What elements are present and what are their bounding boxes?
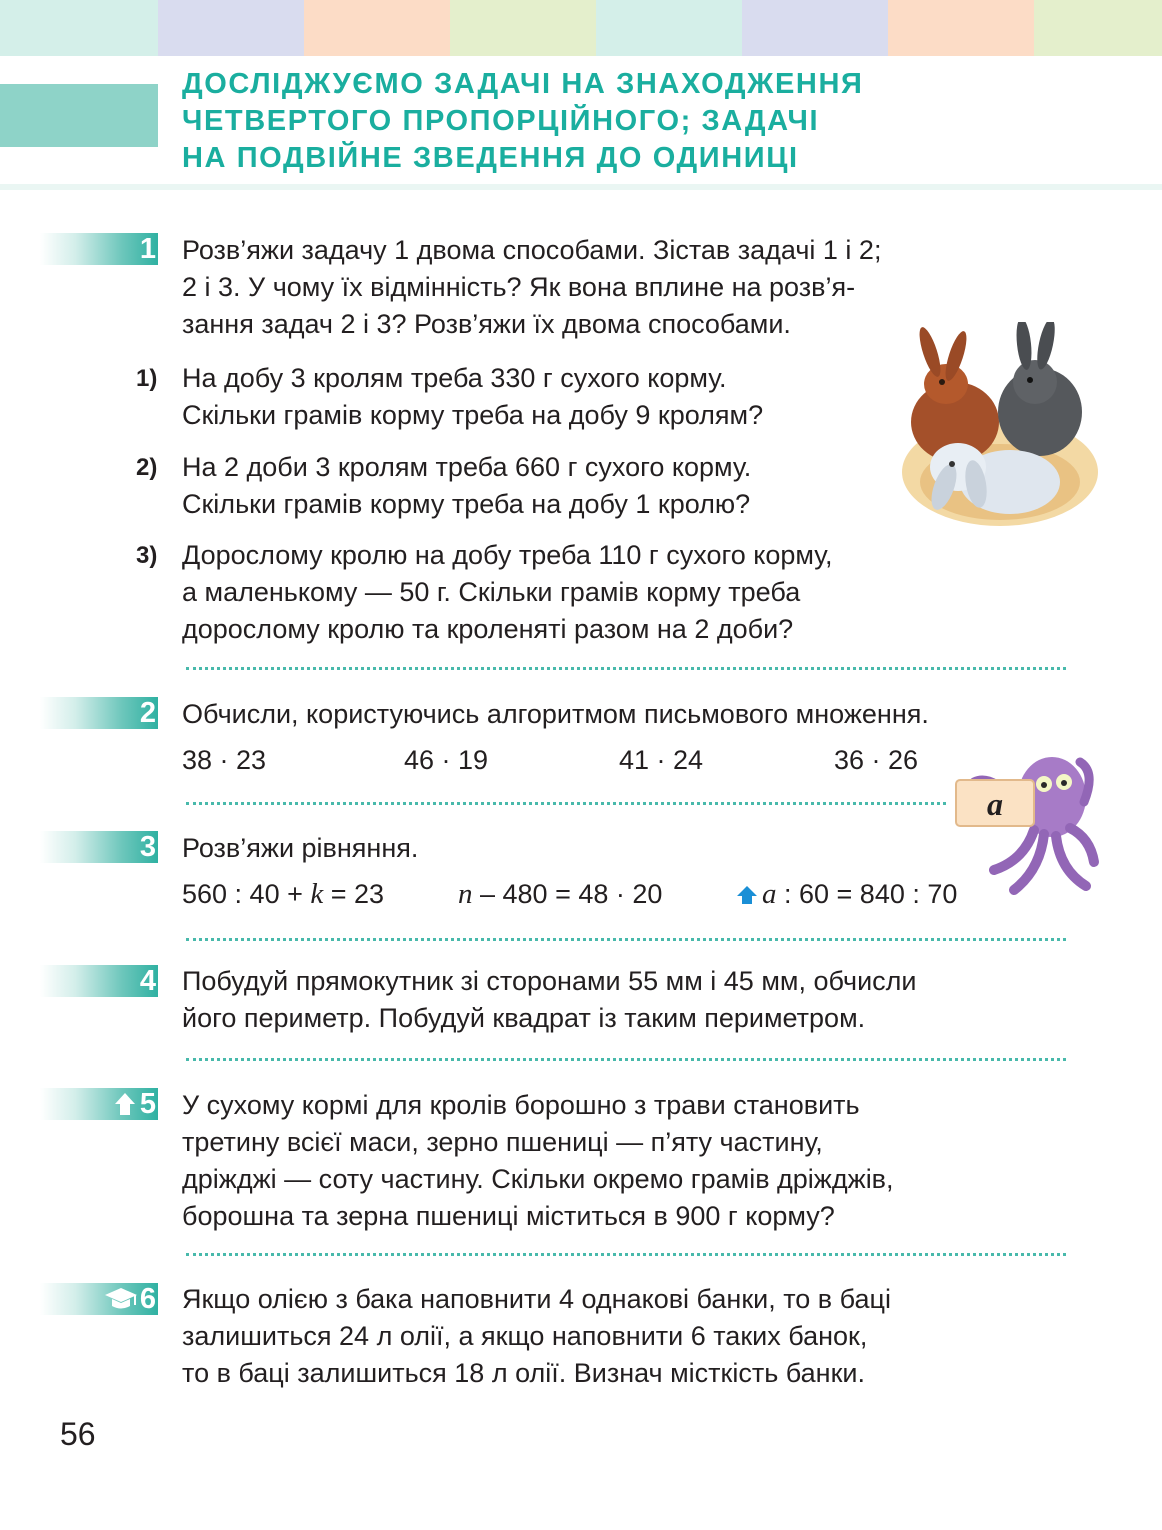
equations-row [182, 877, 982, 911]
task-number-2 [40, 697, 158, 729]
answer-line [186, 1253, 1066, 1256]
text-line: 2 і 3. У чому їх відмінність? Як вона вплине на розв’я- [182, 272, 856, 302]
task-5-text [182, 1087, 1004, 1235]
text-line: Якщо олією з бака наповнити 4 однакові банки, то в баці [182, 1284, 891, 1314]
page-title [182, 66, 863, 177]
text-line: дорослому кролю та кроленяті разом на 2 доби? [182, 614, 794, 644]
subtask-3-text [182, 537, 986, 648]
card-letter: a [987, 786, 1003, 822]
task-number-label: 2 [139, 697, 156, 729]
task-number-5 [40, 1088, 158, 1120]
task-number-label: 6 [139, 1283, 156, 1315]
task-6-text [182, 1281, 1028, 1392]
subtask-1-text [182, 360, 872, 434]
graduation-cap-icon [104, 1286, 138, 1312]
task-number-label: 1 [139, 233, 156, 265]
text-line: Розв’яжи задачу 1 двома способами. Зістав задачі 1 і 2; [182, 235, 882, 265]
task-4-text [182, 963, 1058, 1037]
text-line: зання задач 2 і 3? Розв’яжи їх двома способами. [182, 309, 791, 339]
text-line: Дорослому кролю на добу треба 110 г сухого корму, [182, 540, 833, 570]
title-line: ДОСЛІДЖУЄМО ЗАДАЧІ НА ЗНАХОДЖЕННЯ [182, 68, 864, 100]
house-icon [736, 885, 758, 905]
task-number-3 [40, 831, 158, 863]
header-stripe [304, 0, 450, 56]
title-line: ЧЕТВЕРТОГО ПРОПОРЦІЙНОГО; ЗАДАЧІ [182, 105, 820, 137]
answer-line [186, 802, 946, 805]
subtask-label: 2) [136, 454, 158, 481]
title-line: НА ПОДВІЙНЕ ЗВЕДЕННЯ ДО ОДИНИЦІ [182, 142, 799, 174]
expression: 38 · 23 [182, 745, 267, 775]
task-number-label: 3 [139, 831, 156, 863]
text-line: борошна та зерна пшениці міститься в 900 г корму? [182, 1201, 835, 1231]
text-line: Скільки грамів корму треба на добу 1 кролю? [182, 489, 751, 519]
equation-part: : 60 = 840 : 70 [776, 879, 958, 909]
answer-line [186, 938, 1066, 941]
equation-variable: k [310, 878, 324, 910]
text-line: дріжджі — соту частину. Скільки окремо грамів дріжджів, [182, 1164, 894, 1194]
task-number-label: 4 [139, 965, 156, 997]
equation-2 [458, 877, 662, 911]
answer-line [186, 667, 1066, 670]
subtask-label: 1) [136, 365, 158, 392]
header-divider [0, 184, 1162, 190]
text-line: Побудуй прямокутник зі сторонами 55 мм і 45 мм, обчисли [182, 966, 917, 996]
equation-variable: n [458, 878, 473, 910]
equation-part: = 23 [323, 879, 385, 909]
header-stripe [596, 0, 742, 56]
text-line: його периметр. Побудуй квадрат із таким периметром. [182, 1003, 866, 1033]
text-line: Розв’яжи рівняння. [182, 833, 419, 863]
expression: 46 · 19 [404, 745, 489, 775]
text-line: Скільки грамів корму треба на добу 9 кролям? [182, 400, 764, 430]
text-line: У сухому кормі для кролів борошно з трави становить [182, 1090, 860, 1120]
house-icon [114, 1091, 136, 1117]
equation-part: – 480 = 48 · 20 [472, 879, 663, 909]
text-line: то в баці залишиться 18 л олії. Визнач місткість банки. [182, 1358, 865, 1388]
text-line: Обчисли, користуючись алгоритмом письмового множення. [182, 699, 929, 729]
equation-part: 560 : 40 + [182, 879, 311, 909]
rabbits-illustration [900, 322, 1100, 530]
task-number-6 [40, 1283, 158, 1315]
task-2-text [182, 696, 1044, 733]
answer-line [186, 1058, 1066, 1061]
text-line: На 2 доби 3 кролям треба 660 г сухого корму. [182, 452, 752, 482]
text-line: залишиться 24 л олії, а якщо наповнити 6 таких банок, [182, 1321, 868, 1351]
text-line: третину всієї маси, зерно пшениці — п’яту частину, [182, 1127, 823, 1157]
subtask-2-text [182, 449, 872, 523]
equation-1 [182, 877, 384, 911]
header-stripe [888, 0, 1034, 56]
expression: 41 · 24 [619, 745, 704, 775]
header-accent-bar [0, 84, 158, 147]
subtask-label: 3) [136, 542, 158, 569]
text-line: На добу 3 кролям треба 330 г сухого корму. [182, 363, 727, 393]
expression: 36 · 26 [834, 745, 919, 775]
header-stripe [742, 0, 888, 56]
task-3-text [182, 830, 782, 867]
equation-variable: a [762, 878, 777, 910]
task-number-label: 5 [139, 1088, 156, 1120]
page-number: 56 [60, 1416, 96, 1452]
task-number-1 [40, 233, 158, 265]
equation-3 [736, 877, 957, 911]
header-stripe [450, 0, 596, 56]
text-line: а маленькому — 50 г. Скільки грамів корму треба [182, 577, 801, 607]
task-number-4 [40, 965, 158, 997]
header-stripe [0, 0, 158, 56]
header-stripe [158, 0, 304, 56]
expressions-row [182, 743, 962, 777]
header-stripe [1034, 0, 1162, 56]
